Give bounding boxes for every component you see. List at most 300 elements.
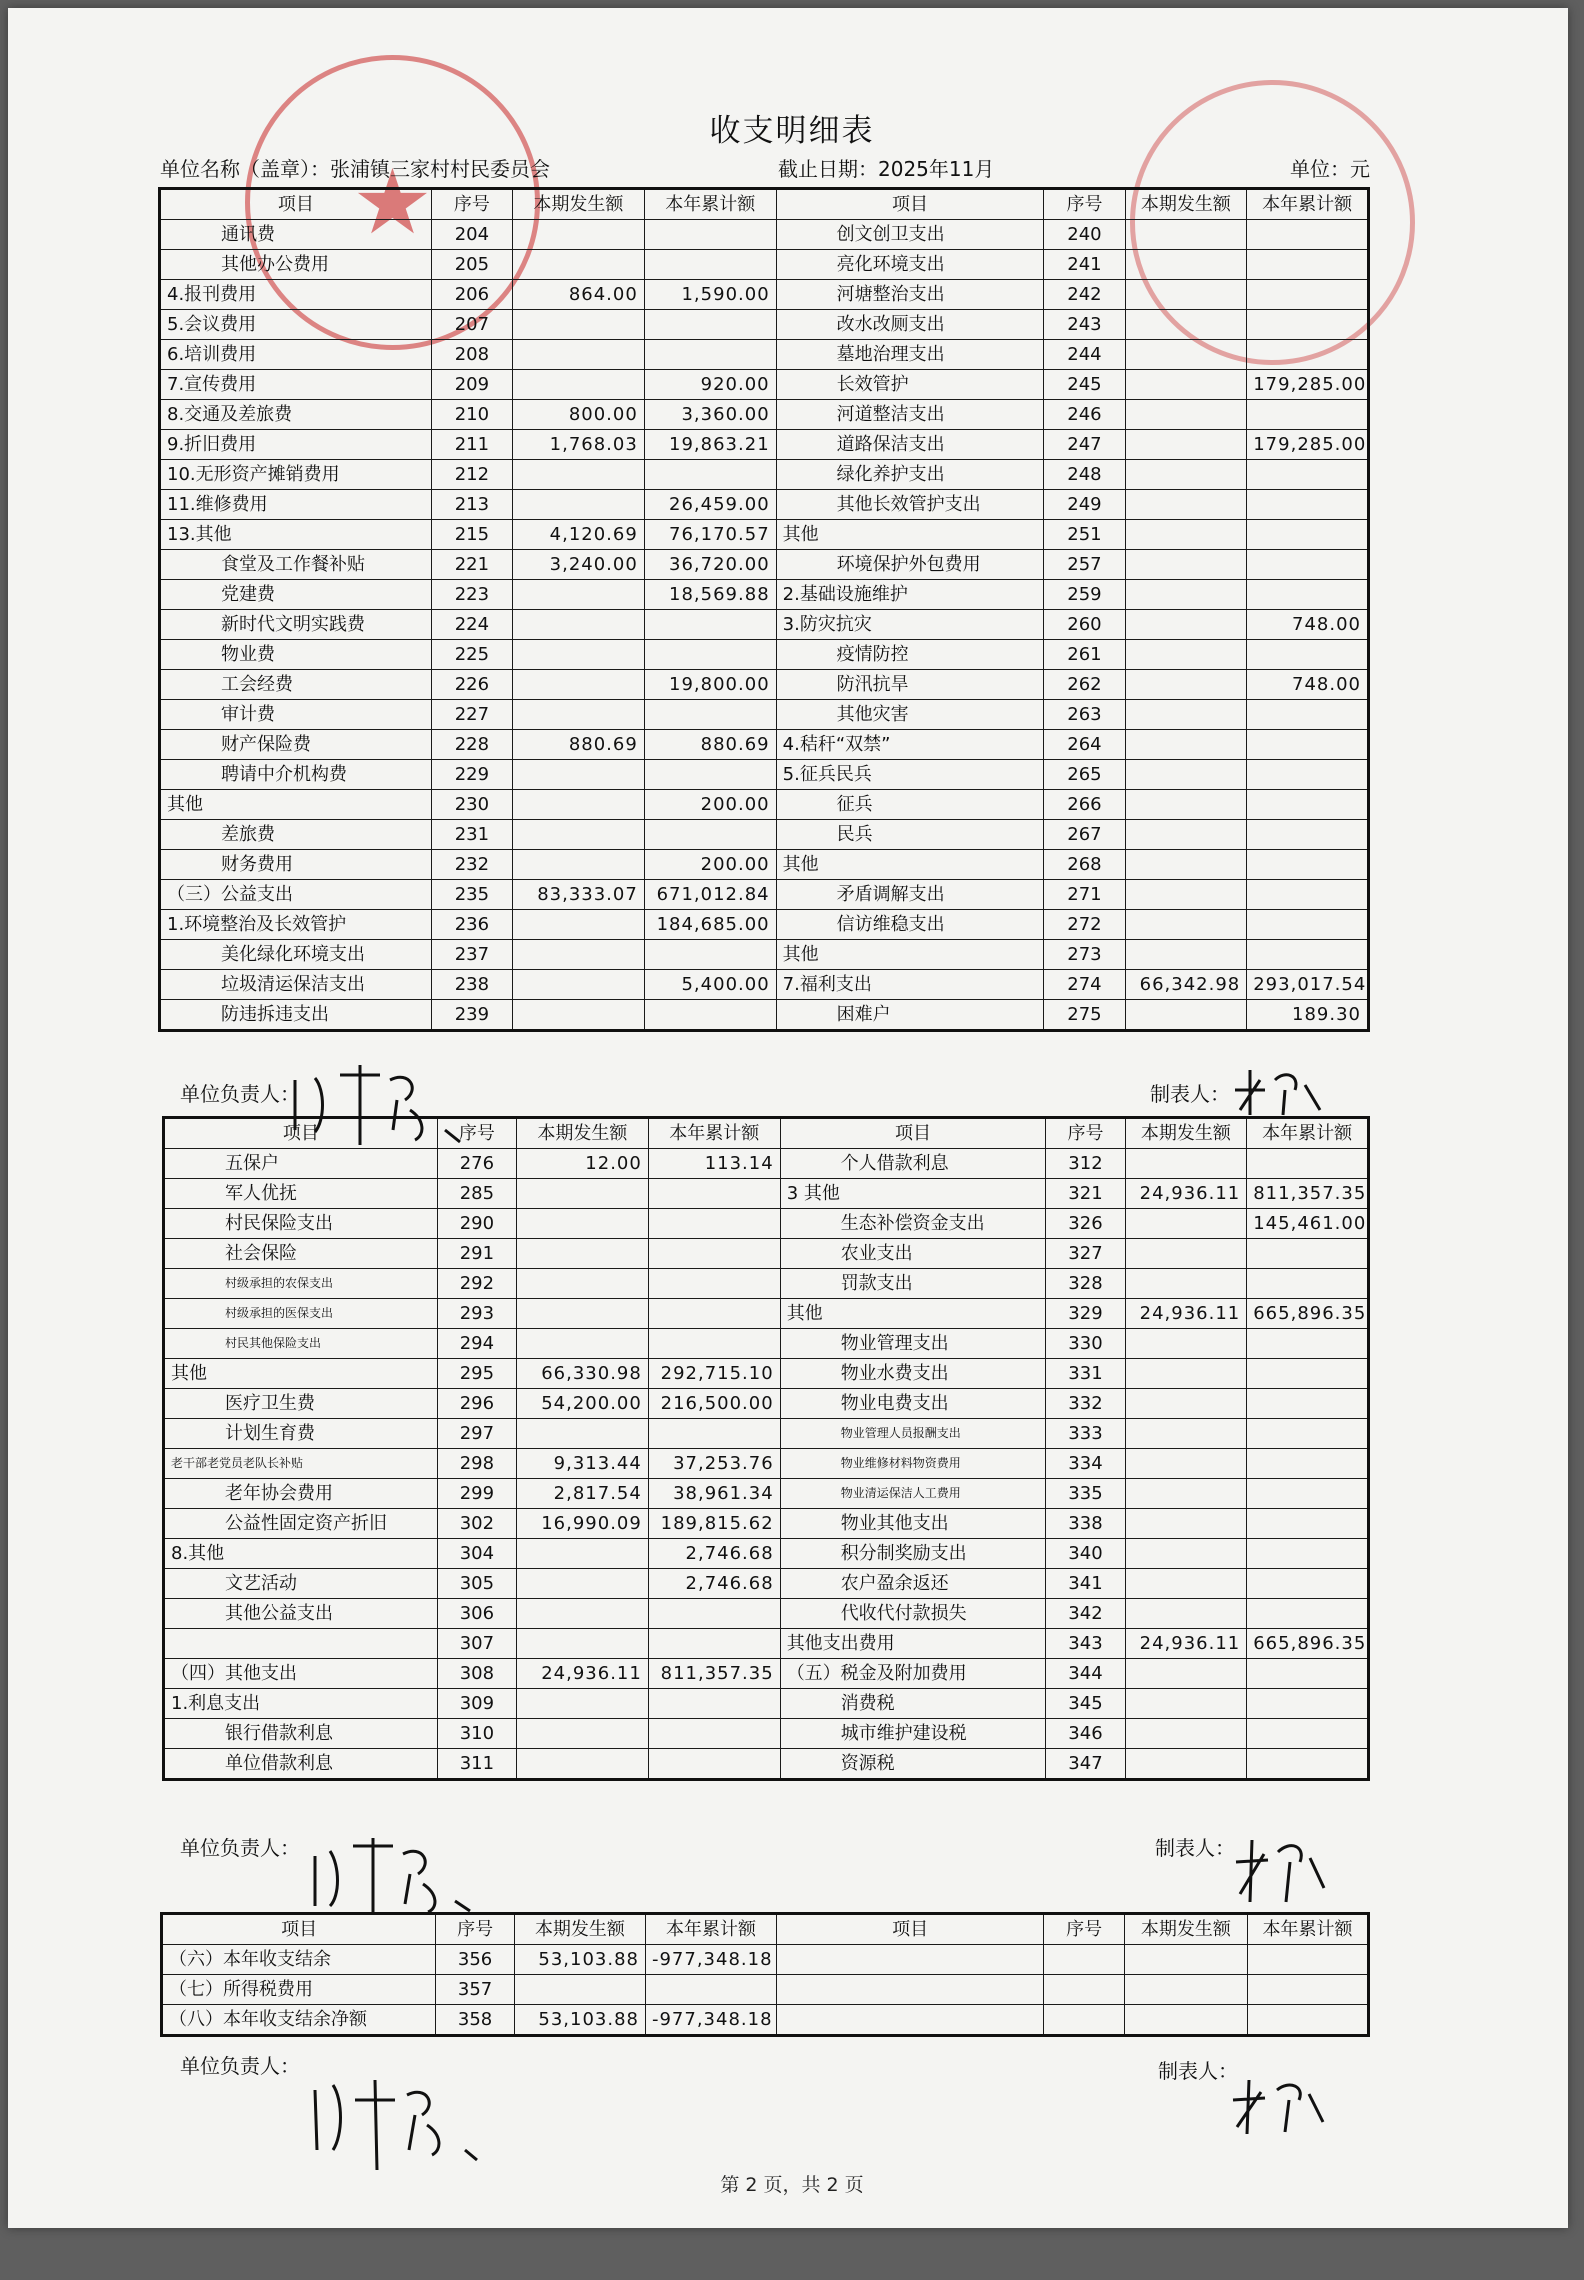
left-cell-ytd-amount — [645, 1975, 776, 2005]
right-cell-seq: 249 — [1044, 490, 1125, 520]
left-cell-item: 其他公益支出 — [164, 1599, 438, 1629]
left-cell-seq: 232 — [431, 850, 512, 880]
left-cell-ytd-amount: 292,715.10 — [648, 1359, 780, 1389]
right-cell-seq: 240 — [1044, 220, 1125, 250]
right-cell-ytd-amount — [1247, 580, 1369, 610]
right-cell-seq: 272 — [1044, 910, 1125, 940]
left-cell-period-amount — [516, 1539, 648, 1569]
right-cell-item: 物业水费支出 — [780, 1359, 1046, 1389]
left-cell-seq: 302 — [437, 1509, 516, 1539]
right-cell-period-amount: 24,936.11 — [1125, 1629, 1247, 1659]
left-cell-period-amount — [516, 1749, 648, 1780]
right-cell-period-amount — [1125, 250, 1247, 280]
right-cell-seq: 264 — [1044, 730, 1125, 760]
left-cell-ytd-amount: 184,685.00 — [644, 910, 776, 940]
right-cell-ytd-amount — [1247, 1719, 1369, 1749]
left-cell-ytd-amount: 36,720.00 — [644, 550, 776, 580]
right-cell-seq: 329 — [1046, 1299, 1125, 1329]
right-cell-seq: 338 — [1046, 1509, 1125, 1539]
left-cell-ytd-amount: 2,746.68 — [648, 1569, 780, 1599]
right-cell-ytd-amount — [1247, 310, 1369, 340]
left-cell-seq: 298 — [437, 1449, 516, 1479]
left-cell-seq: 291 — [437, 1239, 516, 1269]
right-cell-period-amount — [1125, 1239, 1247, 1269]
right-cell-ytd-amount — [1247, 460, 1369, 490]
right-cell-item: 信访维稳支出 — [776, 910, 1044, 940]
left-cell-period-amount: 1,768.03 — [512, 430, 644, 460]
left-cell-item: 食堂及工作餐补贴 — [160, 550, 432, 580]
right-cell-seq: 262 — [1044, 670, 1125, 700]
left-cell-period-amount — [516, 1629, 648, 1659]
table-row — [160, 790, 1369, 820]
left-cell-period-amount — [512, 220, 644, 250]
left-cell-period-amount: 54,200.00 — [516, 1389, 648, 1419]
left-cell-item: 村民其他保险支出 — [164, 1329, 438, 1359]
table-row — [164, 1659, 1369, 1689]
left-cell-seq: 306 — [437, 1599, 516, 1629]
left-cell-seq: 293 — [437, 1299, 516, 1329]
right-cell-seq: 248 — [1044, 460, 1125, 490]
left-cell-ytd-amount: 19,800.00 — [644, 670, 776, 700]
col-header-item: 项目 — [776, 189, 1044, 220]
left-cell-item: 村民保险支出 — [164, 1209, 438, 1239]
left-cell-ytd-amount: -977,348.18 — [645, 2005, 776, 2036]
left-cell-ytd-amount: -977,348.18 — [645, 1945, 776, 1975]
table-row — [164, 1749, 1369, 1780]
right-cell-period-amount — [1125, 760, 1247, 790]
left-cell-ytd-amount — [644, 760, 776, 790]
col-header-item: 项目 — [164, 1118, 438, 1149]
handwritten-signature — [305, 2070, 495, 2180]
left-cell-item: 4.报刊费用 — [160, 280, 432, 310]
table-row — [160, 490, 1369, 520]
right-cell-seq: 342 — [1046, 1599, 1125, 1629]
right-cell-seq: 242 — [1044, 280, 1125, 310]
left-cell-seq: 294 — [437, 1329, 516, 1359]
left-cell-item: 五保户 — [164, 1149, 438, 1179]
left-cell-ytd-amount — [644, 220, 776, 250]
left-cell-item: 7.宣传费用 — [160, 370, 432, 400]
right-cell-item: 绿化养护支出 — [776, 460, 1044, 490]
table-row — [162, 1975, 1369, 2005]
right-cell-ytd-amount — [1247, 700, 1369, 730]
right-cell-period-amount — [1125, 700, 1247, 730]
table-row — [160, 910, 1369, 940]
left-cell-period-amount: 24,936.11 — [516, 1659, 648, 1689]
left-cell-seq: 207 — [431, 310, 512, 340]
table-row — [160, 820, 1369, 850]
right-cell-ytd-amount: 145,461.00 — [1247, 1209, 1369, 1239]
left-cell-item: （三）公益支出 — [160, 880, 432, 910]
right-cell-period-amount — [1125, 910, 1247, 940]
table-header-row — [162, 1914, 1369, 1945]
left-cell-period-amount — [512, 370, 644, 400]
right-cell-seq: 259 — [1044, 580, 1125, 610]
right-cell-ytd-amount — [1247, 790, 1369, 820]
right-cell-period-amount — [1125, 880, 1247, 910]
right-cell-item — [777, 2005, 1044, 2036]
right-cell-ytd-amount: 293,017.54 — [1247, 970, 1369, 1000]
col-header-seq: 序号 — [437, 1118, 516, 1149]
left-cell-seq: 227 — [431, 700, 512, 730]
right-cell-period-amount — [1124, 1975, 1247, 2005]
table-row — [160, 310, 1369, 340]
left-cell-item: 单位借款利息 — [164, 1749, 438, 1780]
table-row — [164, 1359, 1369, 1389]
col-header-item: 项目 — [780, 1118, 1046, 1149]
right-cell-ytd-amount — [1247, 340, 1369, 370]
left-cell-period-amount — [516, 1299, 648, 1329]
right-cell-ytd-amount — [1247, 850, 1369, 880]
left-cell-ytd-amount — [648, 1269, 780, 1299]
table-row — [160, 250, 1369, 280]
right-cell-seq: 327 — [1046, 1239, 1125, 1269]
left-cell-item: 银行借款利息 — [164, 1719, 438, 1749]
col-header-period: 本期发生额 — [514, 1914, 645, 1945]
right-cell-item: 困难户 — [776, 1000, 1044, 1031]
left-cell-period-amount — [516, 1179, 648, 1209]
right-cell-item: 物业清运保洁人工费用 — [780, 1479, 1046, 1509]
right-cell-seq: 345 — [1046, 1689, 1125, 1719]
right-cell-item — [777, 1975, 1044, 2005]
right-cell-item: 物业其他支出 — [780, 1509, 1046, 1539]
right-cell-seq: 260 — [1044, 610, 1125, 640]
left-cell-ytd-amount — [648, 1239, 780, 1269]
left-cell-seq: 292 — [437, 1269, 516, 1299]
left-cell-ytd-amount — [648, 1689, 780, 1719]
table-row — [160, 730, 1369, 760]
left-cell-ytd-amount: 1,590.00 — [644, 280, 776, 310]
table-row — [164, 1689, 1369, 1719]
left-cell-item: （八）本年收支结余净额 — [162, 2005, 436, 2036]
left-cell-seq: 238 — [431, 970, 512, 1000]
right-cell-item: 长效管护 — [776, 370, 1044, 400]
left-cell-seq: 305 — [437, 1569, 516, 1599]
right-cell-seq — [1044, 1975, 1125, 2005]
left-cell-seq: 299 — [437, 1479, 516, 1509]
right-cell-item: 城市维护建设税 — [780, 1719, 1046, 1749]
left-cell-period-amount: 800.00 — [512, 400, 644, 430]
left-cell-seq: 237 — [431, 940, 512, 970]
left-cell-seq: 358 — [436, 2005, 515, 2036]
right-cell-ytd-amount — [1247, 520, 1369, 550]
right-cell-item: 3.防灾抗灾 — [776, 610, 1044, 640]
right-cell-ytd-amount — [1247, 1509, 1369, 1539]
left-cell-ytd-amount — [644, 940, 776, 970]
left-cell-ytd-amount: 18,569.88 — [644, 580, 776, 610]
table-row — [164, 1389, 1369, 1419]
table-row — [164, 1269, 1369, 1299]
right-cell-period-amount — [1125, 1269, 1247, 1299]
right-cell-ytd-amount — [1247, 250, 1369, 280]
report-date: 截止日期：2025年11月 — [778, 157, 995, 181]
right-cell-period-amount — [1125, 1539, 1247, 1569]
left-cell-period-amount — [512, 790, 644, 820]
left-cell-period-amount: 4,120.69 — [512, 520, 644, 550]
left-cell-ytd-amount: 5,400.00 — [644, 970, 776, 1000]
left-cell-ytd-amount: 189,815.62 — [648, 1509, 780, 1539]
left-cell-period-amount — [512, 340, 644, 370]
table-row — [164, 1569, 1369, 1599]
table-row — [164, 1539, 1369, 1569]
right-cell-seq: 334 — [1046, 1449, 1125, 1479]
left-cell-seq: 235 — [431, 880, 512, 910]
left-cell-item: 社会保险 — [164, 1239, 438, 1269]
left-cell-period-amount — [512, 580, 644, 610]
left-cell-period-amount: 880.69 — [512, 730, 644, 760]
right-cell-period-amount — [1125, 490, 1247, 520]
left-cell-seq: 228 — [431, 730, 512, 760]
table-row — [160, 340, 1369, 370]
left-cell-item: 新时代文明实践费 — [160, 610, 432, 640]
right-cell-ytd-amount: 665,896.35 — [1247, 1629, 1369, 1659]
left-cell-seq: 295 — [437, 1359, 516, 1389]
left-cell-seq: 310 — [437, 1719, 516, 1749]
left-cell-ytd-amount — [648, 1299, 780, 1329]
right-cell-item: 创文创卫支出 — [776, 220, 1044, 250]
table-row — [164, 1629, 1369, 1659]
left-cell-seq: 356 — [436, 1945, 515, 1975]
right-cell-seq: 312 — [1046, 1149, 1125, 1179]
right-cell-item: 资源税 — [780, 1749, 1046, 1780]
right-cell-item: 征兵 — [776, 790, 1044, 820]
left-cell-item: 老年协会费用 — [164, 1479, 438, 1509]
left-cell-seq: 230 — [431, 790, 512, 820]
right-cell-period-amount: 24,936.11 — [1125, 1179, 1247, 1209]
right-cell-ytd-amount — [1247, 1239, 1369, 1269]
right-cell-item: 消费税 — [780, 1689, 1046, 1719]
left-cell-item: 老干部老党员老队长补贴 — [164, 1449, 438, 1479]
left-cell-ytd-amount — [644, 700, 776, 730]
right-cell-ytd-amount — [1247, 1419, 1369, 1449]
left-cell-item: 文艺活动 — [164, 1569, 438, 1599]
left-cell-ytd-amount — [644, 460, 776, 490]
right-cell-ytd-amount — [1247, 400, 1369, 430]
left-cell-ytd-amount — [644, 610, 776, 640]
right-cell-period-amount — [1125, 1599, 1247, 1629]
right-cell-ytd-amount — [1247, 1539, 1369, 1569]
left-cell-ytd-amount — [644, 250, 776, 280]
right-cell-ytd-amount: 189.30 — [1247, 1000, 1369, 1031]
right-cell-ytd-amount — [1247, 910, 1369, 940]
right-cell-period-amount — [1125, 1509, 1247, 1539]
right-cell-period-amount — [1125, 1000, 1247, 1031]
table-row — [160, 370, 1369, 400]
left-cell-period-amount — [512, 610, 644, 640]
right-cell-seq: 347 — [1046, 1749, 1125, 1780]
left-cell-ytd-amount: 671,012.84 — [644, 880, 776, 910]
left-cell-seq: 210 — [431, 400, 512, 430]
left-cell-ytd-amount: 880.69 — [644, 730, 776, 760]
right-cell-item: 河塘整治支出 — [776, 280, 1044, 310]
left-cell-ytd-amount — [648, 1749, 780, 1780]
left-cell-seq: 309 — [437, 1689, 516, 1719]
left-cell-ytd-amount — [648, 1179, 780, 1209]
unit-name: 单位名称（盖章）：张浦镇三家村村民委员会 — [160, 157, 550, 181]
left-cell-seq: 221 — [431, 550, 512, 580]
right-cell-seq: 244 — [1044, 340, 1125, 370]
right-cell-item: 其他支出费用 — [780, 1629, 1046, 1659]
right-cell-seq: 257 — [1044, 550, 1125, 580]
table-row — [164, 1149, 1369, 1179]
right-cell-item: 物业电费支出 — [780, 1389, 1046, 1419]
right-cell-item: 其他灾害 — [776, 700, 1044, 730]
left-cell-item: 村级承担的农保支出 — [164, 1269, 438, 1299]
right-cell-item: 4.秸秆“双禁” — [776, 730, 1044, 760]
right-cell-period-amount — [1125, 310, 1247, 340]
right-cell-item: 个人借款利息 — [780, 1149, 1046, 1179]
left-cell-period-amount — [516, 1569, 648, 1599]
left-cell-item: 公益性固定资产折旧 — [164, 1509, 438, 1539]
right-cell-period-amount — [1125, 1719, 1247, 1749]
right-cell-seq: 330 — [1046, 1329, 1125, 1359]
right-cell-period-amount — [1125, 940, 1247, 970]
table-row — [164, 1209, 1369, 1239]
left-cell-item: （七）所得税费用 — [162, 1975, 436, 2005]
left-cell-seq: 308 — [437, 1659, 516, 1689]
left-cell-seq: 208 — [431, 340, 512, 370]
col-header-ytd: 本年累计额 — [644, 189, 776, 220]
table-body — [162, 1945, 1369, 2036]
right-cell-period-amount — [1125, 1689, 1247, 1719]
table-row — [160, 700, 1369, 730]
right-cell-period-amount — [1125, 640, 1247, 670]
right-cell-period-amount — [1124, 2005, 1247, 2036]
table-row — [160, 400, 1369, 430]
preparer-label: 制表人： — [1155, 1836, 1235, 1860]
left-cell-ytd-amount: 3,360.00 — [644, 400, 776, 430]
right-cell-ytd-amount — [1247, 1329, 1369, 1359]
col-header-ytd: 本年累计额 — [645, 1914, 776, 1945]
right-cell-seq: 241 — [1044, 250, 1125, 280]
left-cell-ytd-amount — [648, 1209, 780, 1239]
table-row — [160, 670, 1369, 700]
table-row — [164, 1449, 1369, 1479]
left-cell-period-amount — [514, 1975, 645, 2005]
col-header-seq: 序号 — [431, 189, 512, 220]
left-cell-seq: 215 — [431, 520, 512, 550]
left-cell-seq: 211 — [431, 430, 512, 460]
left-cell-period-amount: 3,240.00 — [512, 550, 644, 580]
responsible-person-label: 单位负责人： — [180, 1836, 300, 1860]
right-cell-period-amount — [1125, 1359, 1247, 1389]
left-cell-seq: 296 — [437, 1389, 516, 1419]
preparer-label: 制表人： — [1158, 2059, 1238, 2083]
left-cell-ytd-amount — [644, 640, 776, 670]
col-header-ytd: 本年累计额 — [1247, 189, 1369, 220]
left-cell-ytd-amount: 37,253.76 — [648, 1449, 780, 1479]
left-cell-period-amount — [512, 310, 644, 340]
left-cell-seq: 276 — [437, 1149, 516, 1179]
right-cell-ytd-amount — [1247, 1659, 1369, 1689]
left-cell-period-amount — [512, 640, 644, 670]
table-row — [164, 1479, 1369, 1509]
left-cell-item — [164, 1629, 438, 1659]
right-cell-period-amount — [1125, 1389, 1247, 1419]
col-header-item: 项目 — [777, 1914, 1044, 1945]
left-cell-seq: 311 — [437, 1749, 516, 1780]
left-cell-period-amount — [516, 1719, 648, 1749]
left-cell-item: 计划生育费 — [164, 1419, 438, 1449]
right-cell-ytd-amount — [1247, 1359, 1369, 1389]
right-cell-ytd-amount — [1247, 280, 1369, 310]
right-cell-period-amount: 24,936.11 — [1125, 1299, 1247, 1329]
right-cell-item: 物业维修材料物资费用 — [780, 1449, 1046, 1479]
right-cell-ytd-amount — [1247, 2005, 1368, 2036]
left-cell-item: 8.交通及差旅费 — [160, 400, 432, 430]
right-cell-item: 其他 — [776, 850, 1044, 880]
table-row — [160, 610, 1369, 640]
right-cell-item: 道路保洁支出 — [776, 430, 1044, 460]
right-cell-item: 农业支出 — [780, 1239, 1046, 1269]
left-cell-item: 其他 — [164, 1359, 438, 1389]
left-cell-item: （四）其他支出 — [164, 1659, 438, 1689]
left-cell-item: 9.折旧费用 — [160, 430, 432, 460]
page-title: 收支明细表 — [709, 113, 875, 149]
left-cell-seq: 307 — [437, 1629, 516, 1659]
right-cell-period-amount — [1125, 850, 1247, 880]
right-cell-seq: 243 — [1044, 310, 1125, 340]
right-cell-period-amount — [1125, 550, 1247, 580]
left-cell-ytd-amount — [648, 1419, 780, 1449]
right-cell-seq: 326 — [1046, 1209, 1125, 1239]
right-cell-period-amount: 66,342.98 — [1125, 970, 1247, 1000]
left-cell-item: 其他 — [160, 790, 432, 820]
right-cell-ytd-amount: 665,896.35 — [1247, 1299, 1369, 1329]
right-cell-seq: 245 — [1044, 370, 1125, 400]
right-cell-period-amount — [1125, 340, 1247, 370]
col-header-seq: 序号 — [1044, 1914, 1125, 1945]
right-cell-ytd-amount — [1247, 1389, 1369, 1419]
left-cell-ytd-amount: 76,170.57 — [644, 520, 776, 550]
left-cell-item: 6.培训费用 — [160, 340, 432, 370]
col-header-ytd: 本年累计额 — [1247, 1118, 1369, 1149]
right-cell-ytd-amount — [1247, 1689, 1369, 1719]
table-row — [164, 1599, 1369, 1629]
star-icon: ★ — [352, 150, 433, 255]
left-cell-ytd-amount — [644, 1000, 776, 1031]
left-cell-ytd-amount: 26,459.00 — [644, 490, 776, 520]
col-header-seq: 序号 — [1044, 189, 1125, 220]
table-row — [164, 1509, 1369, 1539]
left-cell-item: 聘请中介机构费 — [160, 760, 432, 790]
right-cell-period-amount — [1125, 610, 1247, 640]
right-cell-seq: 332 — [1046, 1389, 1125, 1419]
right-cell-ytd-amount — [1247, 1269, 1369, 1299]
left-cell-seq: 209 — [431, 370, 512, 400]
left-cell-period-amount — [512, 970, 644, 1000]
left-cell-item: 垃圾清运保洁支出 — [160, 970, 432, 1000]
right-cell-item: 其他 — [776, 520, 1044, 550]
right-cell-period-amount — [1125, 400, 1247, 430]
right-cell-seq: 333 — [1046, 1419, 1125, 1449]
table-body — [160, 220, 1369, 1031]
table-row — [164, 1179, 1369, 1209]
right-cell-period-amount — [1125, 580, 1247, 610]
left-cell-ytd-amount: 200.00 — [644, 850, 776, 880]
col-header-period: 本期发生额 — [512, 189, 644, 220]
right-cell-seq: 331 — [1046, 1359, 1125, 1389]
right-cell-item: 7.福利支出 — [776, 970, 1044, 1000]
right-cell-item: 矛盾调解支出 — [776, 880, 1044, 910]
left-cell-period-amount — [516, 1209, 648, 1239]
left-cell-item: 防违拆违支出 — [160, 1000, 432, 1031]
right-cell-seq: 346 — [1046, 1719, 1125, 1749]
left-cell-ytd-amount — [648, 1599, 780, 1629]
left-cell-period-amount: 53,103.88 — [514, 1945, 645, 1975]
left-cell-period-amount — [512, 670, 644, 700]
right-cell-item: 积分制奖励支出 — [780, 1539, 1046, 1569]
